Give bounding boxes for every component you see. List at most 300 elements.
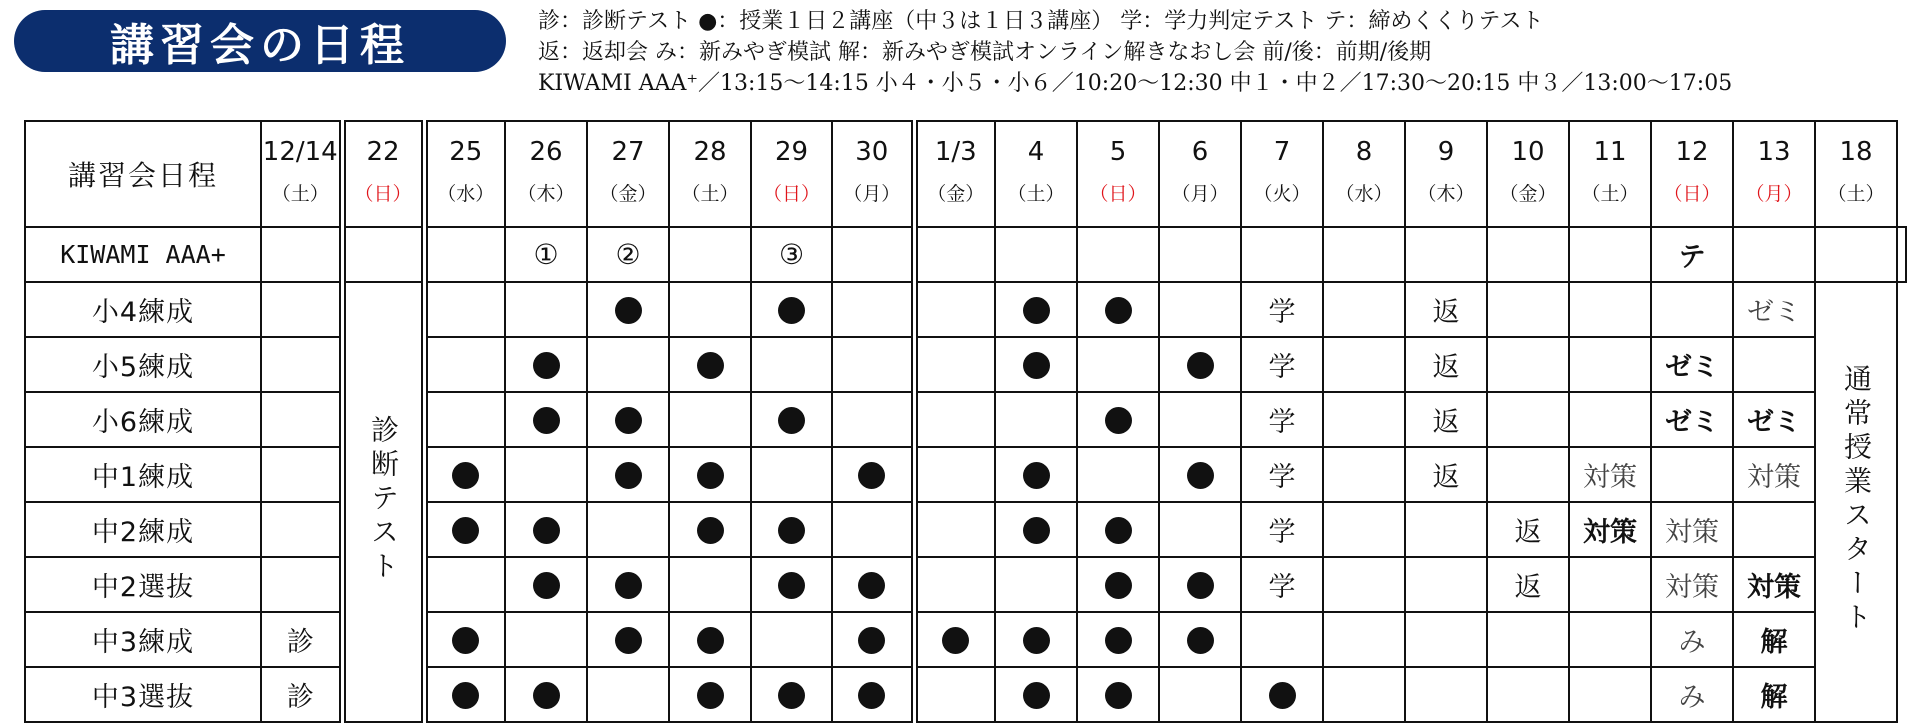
date-header bbox=[669, 121, 751, 227]
class-dot-icon bbox=[1023, 462, 1050, 489]
table-row bbox=[25, 337, 1906, 392]
class-dot-icon bbox=[858, 627, 885, 654]
date-number: 5 bbox=[1109, 137, 1127, 167]
schedule-cell bbox=[832, 282, 914, 337]
regular-class-start-label: 通常授業スタート bbox=[1840, 364, 1873, 636]
schedule-cell bbox=[1077, 667, 1159, 722]
schedule-cell bbox=[1569, 337, 1651, 392]
schedule-cell bbox=[587, 392, 669, 447]
schedule-cell bbox=[1077, 612, 1159, 667]
date-number: 1/3 bbox=[934, 137, 977, 167]
schedule-cell bbox=[1733, 447, 1815, 502]
schedule-cell bbox=[669, 227, 751, 282]
date-number: 13 bbox=[1757, 137, 1791, 167]
schedule-cell bbox=[1405, 612, 1487, 667]
schedule-cell bbox=[995, 667, 1077, 722]
row-label: 小5練成 bbox=[25, 337, 261, 392]
cell-mark: 学 bbox=[1268, 572, 1296, 603]
schedule-cell bbox=[1241, 612, 1323, 667]
schedule-cell bbox=[914, 447, 995, 502]
schedule-cell bbox=[1487, 392, 1569, 447]
weekday-label: （水） bbox=[437, 183, 495, 205]
schedule-cell bbox=[1323, 667, 1405, 722]
weekday-label: （金） bbox=[1499, 183, 1557, 205]
schedule-cell bbox=[832, 447, 914, 502]
class-dot-icon bbox=[697, 627, 724, 654]
schedule-cell bbox=[1651, 667, 1733, 722]
schedule-cell bbox=[1487, 557, 1569, 612]
schedule-cell bbox=[751, 337, 832, 392]
weekday-label: （月） bbox=[843, 183, 901, 205]
class-dot-icon bbox=[697, 682, 724, 709]
schedule-cell bbox=[1159, 227, 1241, 282]
schedule-cell bbox=[1651, 612, 1733, 667]
cell-mark: 返 bbox=[1432, 407, 1460, 438]
schedule-cell bbox=[1323, 447, 1405, 502]
schedule-cell bbox=[1077, 502, 1159, 557]
schedule-cell bbox=[505, 227, 587, 282]
row-label: KIWAMI AAA+ bbox=[25, 227, 261, 282]
class-dot-icon bbox=[1105, 572, 1132, 599]
schedule-cell bbox=[1487, 667, 1569, 722]
row-label: 中2選抜 bbox=[25, 557, 261, 612]
class-dot-icon bbox=[533, 517, 560, 544]
class-dot-icon bbox=[533, 682, 560, 709]
class-dot-icon bbox=[858, 462, 885, 489]
class-dot-icon bbox=[1187, 572, 1214, 599]
class-dot-icon bbox=[452, 517, 479, 544]
date-number: 12 bbox=[1675, 137, 1709, 167]
weekday-label: （日） bbox=[354, 183, 412, 205]
schedule-cell bbox=[261, 227, 342, 282]
schedule-cell bbox=[261, 612, 342, 667]
date-header bbox=[1733, 121, 1815, 227]
class-dot-icon bbox=[1023, 352, 1050, 379]
weekday-label: （金） bbox=[927, 183, 985, 205]
schedule-cell bbox=[1077, 337, 1159, 392]
class-dot-icon bbox=[858, 572, 885, 599]
schedule-cell bbox=[914, 227, 995, 282]
class-dot-icon bbox=[1105, 407, 1132, 434]
schedule-cell bbox=[1077, 282, 1159, 337]
cell-mark: 対策 bbox=[1747, 572, 1801, 603]
date-number: 25 bbox=[449, 137, 483, 167]
schedule-cell bbox=[587, 227, 669, 282]
schedule-cell bbox=[1487, 612, 1569, 667]
schedule-cell bbox=[261, 667, 342, 722]
class-dot-icon bbox=[778, 297, 805, 324]
schedule-cell bbox=[669, 447, 751, 502]
schedule-cell bbox=[751, 557, 832, 612]
schedule-cell bbox=[1323, 557, 1405, 612]
class-dot-icon bbox=[615, 407, 642, 434]
class-dot-icon bbox=[1187, 627, 1214, 654]
schedule-cell bbox=[832, 667, 914, 722]
schedule-cell bbox=[587, 447, 669, 502]
schedule-cell bbox=[832, 392, 914, 447]
schedule-cell bbox=[1815, 227, 1897, 282]
schedule-cell bbox=[1323, 337, 1405, 392]
schedule-cell bbox=[1405, 557, 1487, 612]
schedule-cell bbox=[261, 282, 342, 337]
schedule-cell bbox=[587, 282, 669, 337]
class-dot-icon bbox=[1023, 627, 1050, 654]
schedule-cell bbox=[1569, 667, 1651, 722]
weekday-label: （金） bbox=[599, 183, 657, 205]
weekday-label: （日） bbox=[1089, 183, 1147, 205]
schedule-table bbox=[24, 120, 1907, 723]
schedule-cell bbox=[751, 227, 832, 282]
schedule-cell bbox=[587, 557, 669, 612]
date-number: 12/14 bbox=[262, 137, 338, 167]
schedule-cell bbox=[1569, 502, 1651, 557]
schedule-cell bbox=[505, 282, 587, 337]
legend-line-1: 診：診断テスト ●：授業１日２講座（中３は１日３講座） 学：学力判定テスト テ：締めくくりテスト bbox=[538, 9, 1544, 34]
schedule-cell bbox=[669, 337, 751, 392]
schedule-cell bbox=[669, 557, 751, 612]
schedule-cell bbox=[669, 282, 751, 337]
cell-mark: 対策 bbox=[1665, 517, 1719, 548]
schedule-table-wrapper bbox=[24, 120, 1907, 712]
date-header bbox=[1241, 121, 1323, 227]
schedule-cell bbox=[914, 337, 995, 392]
class-dot-icon bbox=[533, 572, 560, 599]
row-label: 中3選抜 bbox=[25, 667, 261, 722]
schedule-cell bbox=[1159, 337, 1241, 392]
schedule-cell bbox=[342, 227, 424, 282]
cell-mark: 対策 bbox=[1665, 572, 1719, 603]
weekday-label: （日） bbox=[762, 183, 820, 205]
legend-line-2: 返：返却会 み：新みやぎ模試 解：新みやぎ模試オンライン解きなおし会 前/後：前期/後期 bbox=[538, 40, 1432, 65]
class-dot-icon bbox=[1023, 297, 1050, 324]
date-header bbox=[261, 121, 342, 227]
cell-mark: 学 bbox=[1268, 352, 1296, 383]
date-header bbox=[1077, 121, 1159, 227]
cell-mark: 学 bbox=[1268, 407, 1296, 438]
date-number: 7 bbox=[1273, 137, 1291, 167]
cell-mark: 学 bbox=[1268, 462, 1296, 493]
schedule-cell bbox=[424, 337, 505, 392]
schedule-cell bbox=[587, 667, 669, 722]
schedule-cell bbox=[261, 447, 342, 502]
schedule-cell bbox=[1405, 447, 1487, 502]
class-dot-icon bbox=[1269, 682, 1296, 709]
schedule-cell bbox=[1651, 282, 1733, 337]
diagnostic-test-label: 診断テスト bbox=[367, 415, 400, 585]
schedule-cell bbox=[669, 392, 751, 447]
cell-mark: 返 bbox=[1432, 297, 1460, 328]
schedule-cell bbox=[1077, 227, 1159, 282]
page-title: 講習会の日程 bbox=[110, 20, 410, 71]
legend-line-3: KIWAMI AAA⁺／13:15〜14:15 小４・小５・小６／10:20〜12:30 中１・中２／17:30〜20:15 中３／13:00〜17:05 bbox=[538, 71, 1733, 96]
schedule-cell bbox=[1241, 667, 1323, 722]
schedule-cell bbox=[1241, 447, 1323, 502]
schedule-cell bbox=[1241, 282, 1323, 337]
table-row bbox=[25, 667, 1906, 722]
weekday-label: （木） bbox=[517, 183, 575, 205]
date-number: 29 bbox=[774, 137, 809, 167]
schedule-cell bbox=[1241, 337, 1323, 392]
schedule-cell bbox=[1651, 557, 1733, 612]
schedule-cell bbox=[669, 667, 751, 722]
date-number: 4 bbox=[1027, 137, 1045, 167]
class-dot-icon bbox=[452, 682, 479, 709]
schedule-cell bbox=[505, 557, 587, 612]
schedule-cell bbox=[424, 447, 505, 502]
cell-mark: 診 bbox=[286, 627, 314, 658]
schedule-cell bbox=[751, 502, 832, 557]
row-label: 小4練成 bbox=[25, 282, 261, 337]
cell-mark: ゼミ bbox=[1665, 407, 1719, 438]
cell-mark: 対策 bbox=[1747, 462, 1801, 493]
weekday-label: （火） bbox=[1253, 183, 1311, 205]
cell-mark: 学 bbox=[1268, 517, 1296, 548]
schedule-cell bbox=[751, 392, 832, 447]
schedule-cell bbox=[1487, 227, 1569, 282]
schedule-cell bbox=[1487, 447, 1569, 502]
cell-mark: 返 bbox=[1432, 352, 1460, 383]
schedule-cell bbox=[1405, 502, 1487, 557]
class-dot-icon bbox=[615, 627, 642, 654]
table-corner-label: 講習会日程 bbox=[25, 121, 261, 227]
class-dot-icon bbox=[942, 627, 969, 654]
schedule-cell bbox=[1323, 612, 1405, 667]
schedule-cell bbox=[505, 447, 587, 502]
date-header bbox=[1323, 121, 1405, 227]
table-row bbox=[25, 502, 1906, 557]
weekday-label: （日） bbox=[1663, 183, 1721, 205]
schedule-cell bbox=[1569, 227, 1651, 282]
date-header bbox=[587, 121, 669, 227]
schedule-cell bbox=[1159, 282, 1241, 337]
schedule-cell bbox=[1651, 337, 1733, 392]
schedule-cell bbox=[1323, 227, 1405, 282]
class-dot-icon bbox=[778, 407, 805, 434]
schedule-cell bbox=[669, 502, 751, 557]
weekday-label: （土） bbox=[1827, 183, 1885, 205]
date-header bbox=[751, 121, 832, 227]
weekday-label: （水） bbox=[1335, 183, 1393, 205]
class-dot-icon bbox=[1105, 682, 1132, 709]
diagnostic-test-column bbox=[342, 282, 424, 722]
schedule-cell bbox=[995, 392, 1077, 447]
date-header bbox=[1159, 121, 1241, 227]
title-banner bbox=[14, 10, 506, 72]
class-dot-icon bbox=[1105, 627, 1132, 654]
schedule-cell bbox=[587, 337, 669, 392]
weekday-label: （木） bbox=[1417, 183, 1475, 205]
schedule-cell bbox=[1569, 447, 1651, 502]
weekday-label: （月） bbox=[1171, 183, 1229, 205]
schedule-cell bbox=[1569, 282, 1651, 337]
row-label: 中1練成 bbox=[25, 447, 261, 502]
weekday-label: （月） bbox=[1745, 183, 1803, 205]
class-dot-icon bbox=[858, 682, 885, 709]
class-dot-icon bbox=[1023, 517, 1050, 544]
schedule-cell bbox=[424, 557, 505, 612]
schedule-cell bbox=[261, 337, 342, 392]
schedule-cell bbox=[1733, 337, 1815, 392]
date-number: 30 bbox=[855, 137, 889, 167]
schedule-cell bbox=[751, 667, 832, 722]
schedule-cell bbox=[261, 502, 342, 557]
schedule-cell bbox=[1487, 337, 1569, 392]
date-header bbox=[1651, 121, 1733, 227]
schedule-cell bbox=[1487, 282, 1569, 337]
schedule-cell bbox=[1405, 667, 1487, 722]
schedule-cell bbox=[505, 667, 587, 722]
schedule-cell bbox=[1323, 392, 1405, 447]
date-header bbox=[914, 121, 995, 227]
table-row bbox=[25, 282, 1906, 337]
cell-mark: ゼミ bbox=[1747, 297, 1801, 328]
schedule-cell bbox=[261, 392, 342, 447]
date-number: 18 bbox=[1839, 137, 1873, 167]
schedule-cell bbox=[1733, 392, 1815, 447]
date-number: 9 bbox=[1437, 137, 1455, 167]
schedule-cell bbox=[505, 337, 587, 392]
table-row bbox=[25, 227, 1906, 282]
cell-mark: 対策 bbox=[1583, 517, 1637, 548]
schedule-cell bbox=[1159, 612, 1241, 667]
class-dot-icon bbox=[533, 407, 560, 434]
schedule-cell bbox=[505, 392, 587, 447]
schedule-cell bbox=[587, 612, 669, 667]
schedule-cell bbox=[995, 447, 1077, 502]
schedule-cell bbox=[1405, 227, 1487, 282]
weekday-label: （土） bbox=[681, 183, 739, 205]
schedule-cell bbox=[1159, 667, 1241, 722]
schedule-cell bbox=[1405, 392, 1487, 447]
table-row bbox=[25, 557, 1906, 612]
date-header bbox=[505, 121, 587, 227]
class-dot-icon bbox=[1187, 462, 1214, 489]
schedule-cell bbox=[832, 557, 914, 612]
schedule-cell bbox=[505, 612, 587, 667]
class-dot-icon bbox=[533, 352, 560, 379]
date-header bbox=[424, 121, 505, 227]
schedule-cell bbox=[751, 282, 832, 337]
schedule-cell bbox=[995, 612, 1077, 667]
class-dot-icon bbox=[1105, 517, 1132, 544]
schedule-cell bbox=[1651, 392, 1733, 447]
class-dot-icon bbox=[778, 682, 805, 709]
schedule-cell bbox=[587, 502, 669, 557]
schedule-cell bbox=[914, 557, 995, 612]
date-number: 26 bbox=[529, 137, 563, 167]
schedule-cell bbox=[424, 392, 505, 447]
regular-class-start-column bbox=[1815, 282, 1897, 722]
schedule-cell bbox=[995, 557, 1077, 612]
schedule-cell bbox=[1323, 502, 1405, 557]
schedule-cell bbox=[1487, 502, 1569, 557]
schedule-cell bbox=[1159, 557, 1241, 612]
schedule-cell bbox=[1651, 502, 1733, 557]
class-dot-icon bbox=[615, 297, 642, 324]
schedule-cell bbox=[995, 502, 1077, 557]
schedule-cell bbox=[1733, 282, 1815, 337]
class-dot-icon bbox=[1105, 297, 1132, 324]
date-number: 28 bbox=[693, 137, 727, 167]
schedule-cell bbox=[424, 282, 505, 337]
schedule-cell bbox=[832, 337, 914, 392]
row-label: 中3練成 bbox=[25, 612, 261, 667]
weekday-label: （土） bbox=[271, 183, 329, 205]
schedule-cell bbox=[1569, 392, 1651, 447]
class-dot-icon bbox=[697, 462, 724, 489]
schedule-cell bbox=[914, 392, 995, 447]
schedule-cell bbox=[832, 502, 914, 557]
date-number: 10 bbox=[1511, 137, 1545, 167]
schedule-cell bbox=[1077, 447, 1159, 502]
schedule-cell bbox=[1077, 557, 1159, 612]
schedule-cell bbox=[424, 227, 505, 282]
cell-mark: み bbox=[1678, 627, 1706, 658]
schedule-cell bbox=[1241, 557, 1323, 612]
cell-mark: 対策 bbox=[1583, 462, 1637, 493]
date-header bbox=[832, 121, 914, 227]
schedule-cell bbox=[1323, 282, 1405, 337]
cell-mark: ゼミ bbox=[1665, 352, 1719, 383]
weekday-label: （土） bbox=[1007, 183, 1065, 205]
date-header bbox=[1815, 121, 1897, 227]
schedule-cell bbox=[1405, 337, 1487, 392]
schedule-cell bbox=[995, 337, 1077, 392]
date-number: 27 bbox=[611, 137, 645, 167]
date-number: 11 bbox=[1593, 137, 1627, 167]
cell-mark: 学 bbox=[1268, 297, 1296, 328]
cell-mark: 返 bbox=[1514, 517, 1542, 548]
row-label: 中2練成 bbox=[25, 502, 261, 557]
class-dot-icon bbox=[1187, 352, 1214, 379]
class-dot-icon bbox=[615, 462, 642, 489]
schedule-cell bbox=[424, 612, 505, 667]
schedule-cell bbox=[914, 612, 995, 667]
date-header bbox=[1487, 121, 1569, 227]
schedule-cell bbox=[1159, 447, 1241, 502]
schedule-cell bbox=[1241, 502, 1323, 557]
schedule-cell bbox=[1733, 667, 1815, 722]
date-header bbox=[995, 121, 1077, 227]
cell-mark: み bbox=[1678, 682, 1706, 713]
class-dot-icon bbox=[778, 517, 805, 544]
schedule-cell bbox=[1159, 502, 1241, 557]
class-dot-icon bbox=[615, 572, 642, 599]
schedule-cell bbox=[505, 502, 587, 557]
schedule-cell bbox=[914, 502, 995, 557]
class-dot-icon bbox=[778, 572, 805, 599]
class-dot-icon bbox=[697, 517, 724, 544]
schedule-cell bbox=[1733, 502, 1815, 557]
schedule-cell bbox=[1159, 392, 1241, 447]
class-dot-icon bbox=[452, 462, 479, 489]
date-number: 8 bbox=[1355, 137, 1373, 167]
schedule-cell bbox=[1733, 227, 1815, 282]
schedule-cell bbox=[914, 667, 995, 722]
cell-mark: 解 bbox=[1760, 682, 1788, 713]
weekday-label: （土） bbox=[1581, 183, 1639, 205]
schedule-cell bbox=[1651, 227, 1733, 282]
schedule-cell bbox=[424, 667, 505, 722]
cell-mark: ② bbox=[615, 238, 641, 271]
schedule-cell bbox=[832, 612, 914, 667]
date-header bbox=[342, 121, 424, 227]
cell-mark: ③ bbox=[778, 238, 805, 271]
schedule-cell bbox=[1077, 392, 1159, 447]
date-number: 6 bbox=[1191, 137, 1209, 167]
schedule-cell bbox=[832, 227, 914, 282]
date-header bbox=[1405, 121, 1487, 227]
